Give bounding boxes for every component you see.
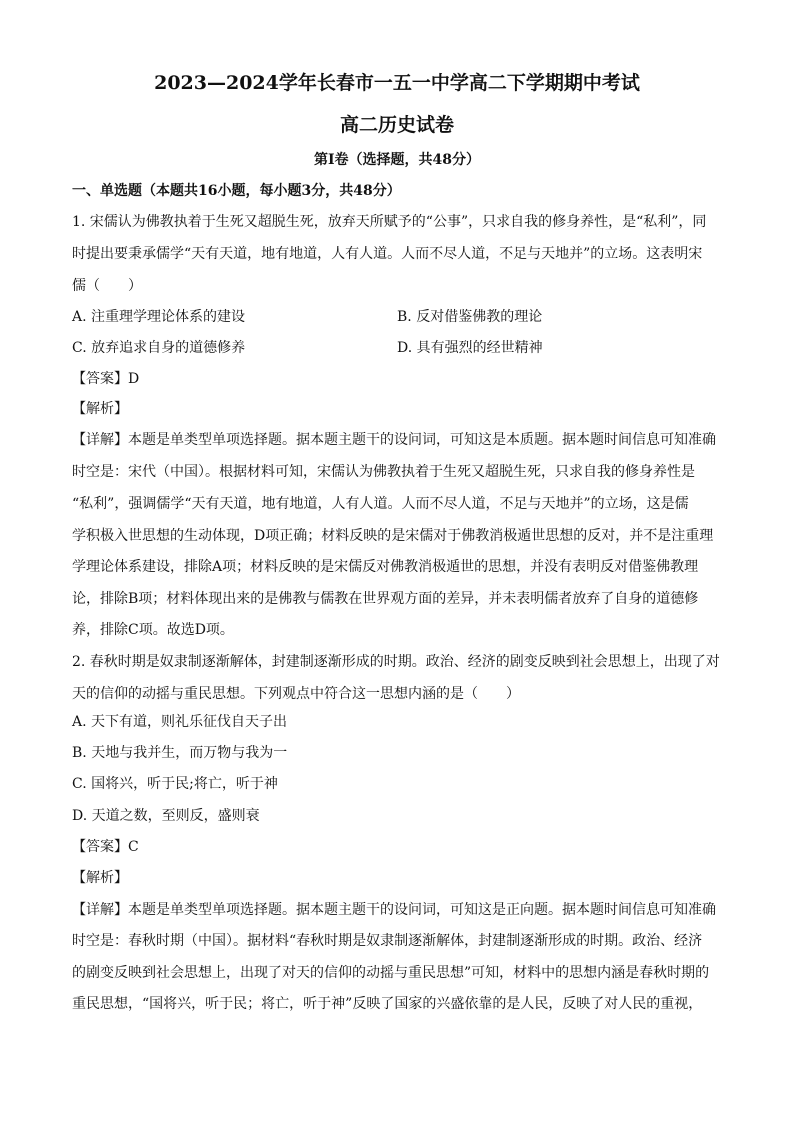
q2-stem-line: 2. 春秋时期是奴隶制逐渐解体，封建制逐渐形成的时期。政治、经济的剧变反映到社会思想上，出现了对 bbox=[72, 654, 720, 670]
q1-detail-line: “私利”，强调儒学“天有天道，地有地道，人有人道。人而不尽人道，不足与天地并”的立场，这是儒 bbox=[72, 496, 689, 512]
q1-stem-line: 儒（ ） bbox=[72, 278, 142, 294]
section-heading: 一、单选题（本题共16小题，每小题3分，共48分） bbox=[72, 183, 401, 199]
part-heading: 第Ⅰ卷（选择题，共48分） bbox=[313, 152, 481, 168]
q1-stem-line: 1. 宋儒认为佛教执着于生死又超脱生死，放弃天所赋予的“公事”，只求自我的修身养性，是“私利”，同 bbox=[72, 214, 707, 230]
q1-detail-line: 【详解】本题是单类型单项选择题。据本题主题干的设问词，可知这是本质题。据本题时间信息可知准确 bbox=[72, 432, 716, 448]
q2-answer: 【答案】C bbox=[72, 839, 139, 855]
q1-detail-line: 时空是：宋代（中国）。根据材料可知，宋儒认为佛教执着于生死又超脱生死，只求自我的修身养性是 bbox=[72, 464, 695, 480]
q1-option-d: D. 具有强烈的经世精神 bbox=[397, 340, 543, 356]
q1-stem-line: 时提出要秉承儒学“天有天道，地有地道，人有人道。人而不尽人道，不足与天地并”的立场。这表明宋 bbox=[72, 246, 703, 262]
q2-option-d: D. 天道之数，至则反，盛则衰 bbox=[72, 808, 260, 824]
q1-detail-line: 学积极入世思想的生动体现，D项正确；材料反映的是宋儒对于佛教消极遁世思想的反对，并不是注重理 bbox=[72, 528, 714, 544]
q1-option-c: C. 放弃追求自身的道德修养 bbox=[72, 340, 246, 356]
exam-title: 2023—2024学年长春市一五一中学高二下学期期中考试 bbox=[154, 72, 640, 94]
q2-analysis-label: 【解析】 bbox=[72, 870, 128, 886]
q1-answer: 【答案】D bbox=[72, 371, 140, 387]
q1-detail-line: 学理论体系建设，排除A项；材料反映的是宋儒反对佛教消极遁世的思想，并没有表明反对借鉴佛教理 bbox=[72, 559, 699, 575]
q2-option-a: A. 天下有道，则礼乐征伐自天子出 bbox=[72, 714, 288, 730]
q2-option-b: B. 天地与我并生，而万物与我为一 bbox=[72, 745, 288, 761]
q2-detail-line: 的剧变反映到社会思想上，出现了对天的信仰的动摇与重民思想”可知，材料中的思想内涵是春秋时期的 bbox=[72, 965, 710, 981]
exam-subtitle: 高二历史试卷 bbox=[339, 114, 454, 136]
q2-detail-line: 【详解】本题是单类型单项选择题。据本题主题干的设问词，可知这是正向题。据本题时间信息可知准确 bbox=[72, 902, 716, 918]
q1-analysis-label: 【解析】 bbox=[72, 401, 128, 417]
q2-detail-line: 重民思想，“国将兴，听于民；将亡，听于神”反映了国家的兴盛依靠的是人民，反映了对人民的重视， bbox=[72, 996, 703, 1012]
q2-stem-line: 天的信仰的动摇与重民思想。下列观点中符合这一思想内涵的是（ ） bbox=[72, 686, 520, 702]
q2-option-c: C. 国将兴，听于民;将亡，听于神 bbox=[72, 776, 278, 792]
q1-option-b: B. 反对借鉴佛教的理论 bbox=[397, 309, 543, 325]
q1-detail-line: 论，排除B项；材料体现出来的是佛教与儒教在世界观方面的差异，并未表明儒者放弃了自身的道德修 bbox=[72, 591, 699, 607]
q1-option-a: A. 注重理学理论体系的建设 bbox=[72, 309, 246, 325]
q2-detail-line: 时空是：春秋时期（中国）。据材料“春秋时期是奴隶制逐渐解体，封建制逐渐形成的时期。政治、经济 bbox=[72, 933, 703, 949]
q1-detail-line: 养，排除C项。故选D项。 bbox=[72, 622, 234, 638]
